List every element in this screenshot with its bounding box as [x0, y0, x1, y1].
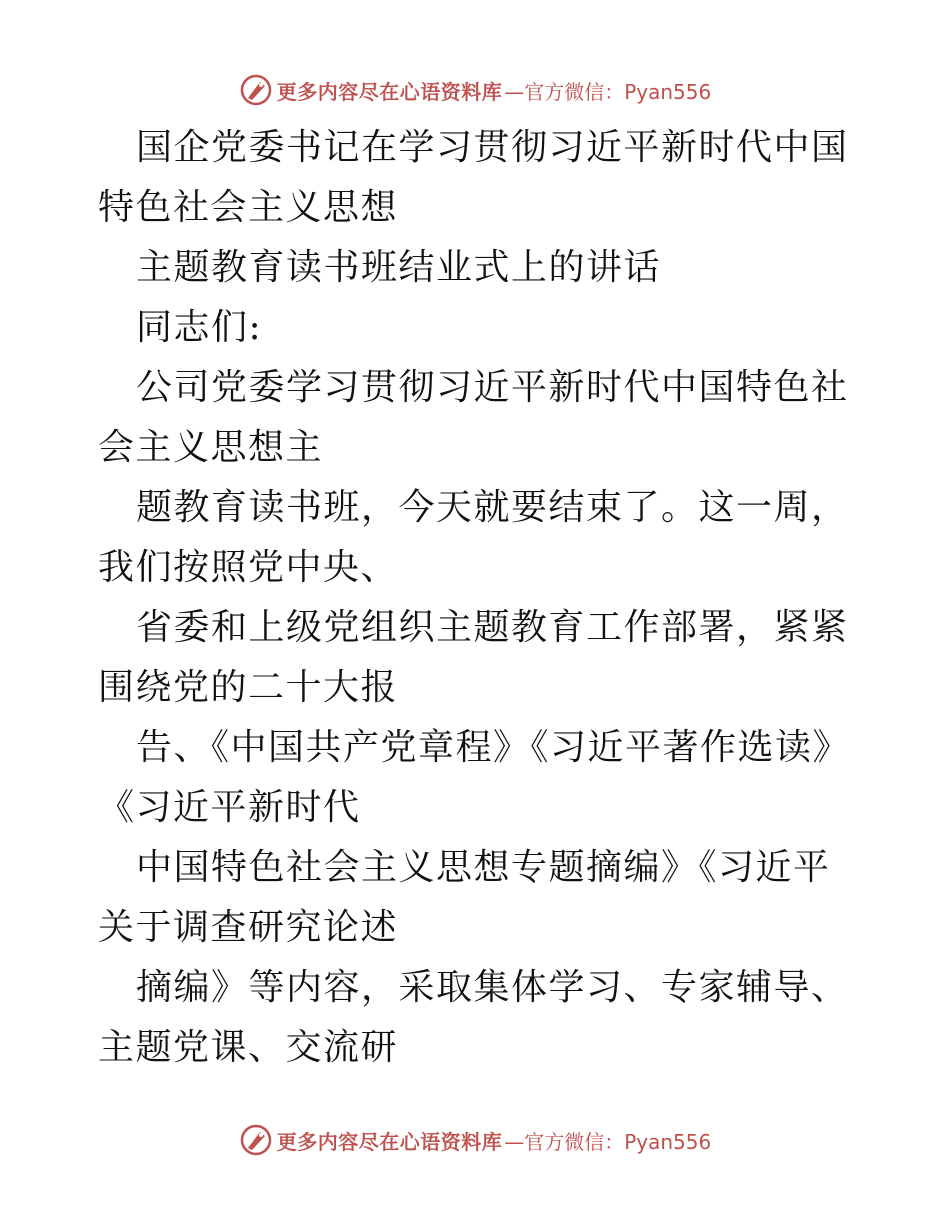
body-paragraph: 省委和上级党组织主题教育工作部署，紧紧围绕党的二十大报: [98, 607, 849, 708]
header-banner: [0, 70, 950, 110]
banner-title: 更多内容尽在心语资料库: [276, 1129, 503, 1154]
banner-title: 更多内容尽在心语资料库: [276, 79, 503, 104]
pen-nib-logo-icon: [239, 73, 273, 107]
footer-banner: [0, 1120, 950, 1160]
body-paragraph: 告、《中国共产党章程》《习近平著作选读》《习近平新时代: [98, 727, 851, 828]
banner-wechat: —官方微信：Pyan556: [504, 79, 712, 104]
body-paragraph: 中国特色社会主义思想专题摘编》《习近平关于调查研究论述: [98, 847, 831, 948]
banner-wechat: —官方微信：Pyan556: [504, 1129, 712, 1154]
pen-nib-logo-icon: [239, 1123, 273, 1157]
body-paragraph: 公司党委学习贯彻习近平新时代中国特色社会主义思想主: [98, 367, 849, 468]
document-title-line-2: 主题教育读书班结业式上的讲话: [136, 247, 662, 288]
body-paragraph: 题教育读书班，今天就要结束了。这一周，我们按照党中央、: [98, 487, 849, 588]
document-body: [98, 118, 852, 1078]
document-title-line-1: 国企党委书记在学习贯彻习近平新时代中国特色社会主义思想: [98, 127, 849, 228]
body-paragraph: 摘编》等内容，采取集体学习、专家辅导、主题党课、交流研: [98, 967, 849, 1068]
salutation: 同志们:: [136, 307, 263, 348]
